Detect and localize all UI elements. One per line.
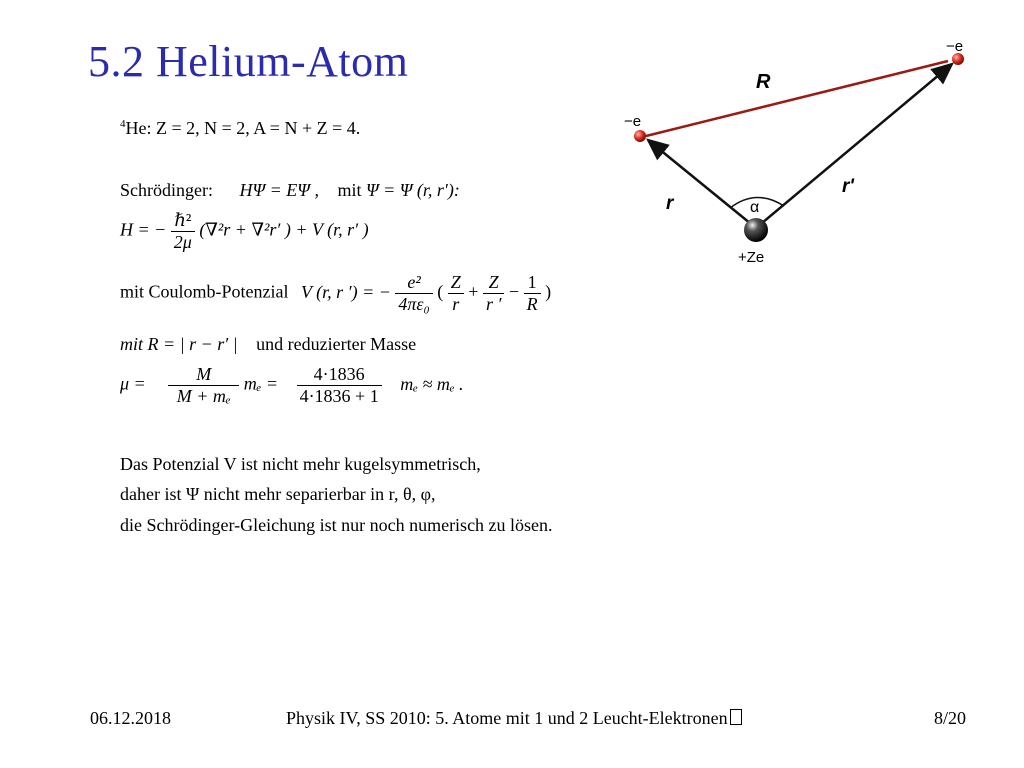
hamilton-lhs: H = − — [120, 219, 167, 240]
r-vector-arrow — [648, 140, 756, 228]
coulomb-term3-den: R — [526, 294, 538, 314]
helium-definition-text: He: Z = 2, N = 2, A = N + Z = 4. — [125, 118, 361, 138]
footer-date: 06.12.2018 — [90, 708, 171, 728]
nucleus — [744, 218, 768, 242]
schroedinger-label: Schrödinger: — [120, 180, 213, 200]
mu-me1: mₑ = — [243, 373, 279, 394]
electron-1-label: −e — [624, 113, 642, 130]
mu-tail: mₑ ≈ mₑ . — [400, 373, 464, 394]
hamilton-rest: (∇²r + ∇²r′ ) + V (r, r′ ) — [199, 219, 369, 240]
mu-fraction2-den: 4·1836 + 1 — [299, 386, 379, 406]
hamilton-fraction — [171, 210, 195, 253]
coulomb-term3 — [524, 272, 541, 315]
r-label: r — [666, 193, 674, 214]
r-definition: mit R = | r − r′ | — [120, 334, 238, 354]
coulomb-term1 — [448, 272, 464, 315]
footer-page-number: 8/20 — [934, 708, 967, 728]
helium-definition — [120, 118, 360, 139]
coulomb-term2 — [483, 272, 504, 315]
coulomb-prefactor-num: e² — [395, 272, 432, 294]
mu-fraction2 — [297, 364, 382, 407]
reduced-mass-equation — [120, 364, 464, 407]
mu-fraction1-den: M + mₑ — [176, 386, 231, 406]
note-line-3: die Schrödinger-Gleichung ist nur noch numerisch zu lösen. — [120, 515, 553, 535]
coulomb-term1-num: Z — [448, 272, 464, 294]
coulomb-label: mit Coulomb-Potenzial — [120, 281, 289, 302]
schroedinger-line — [120, 180, 460, 201]
footer-course-text: Physik IV, SS 2010: 5. Atome mit 1 und 2 Leucht-Elektronen — [286, 708, 728, 728]
nucleus-label: +Ze — [738, 249, 765, 266]
coulomb-line: mit Coulomb-Potenzial V (r, r ′) = − $\frac{\text{e²}}{\text{4πε₀}}$ ( $\frac{Z}{r}$ + $\frac{Z}{r '}$ − $\frac{1}{R}$ ) — [120, 272, 552, 314]
coulomb-prefactor — [395, 272, 432, 315]
mass-number: 4 — [120, 118, 126, 130]
r-definition-line — [120, 334, 416, 355]
schroedinger-equation: HΨ = EΨ , — [239, 180, 319, 200]
hamilton-denominator: 2μ — [173, 232, 192, 252]
r-prime-vector-arrow — [756, 64, 952, 228]
coulomb-term2-den: r ′ — [485, 294, 502, 314]
mu-fraction1-num: M — [168, 364, 239, 386]
coulomb-term2-num: Z — [483, 272, 504, 294]
alpha-label: α — [750, 199, 760, 216]
coulomb-lhs: V (r, r ′) = − — [301, 281, 391, 302]
hamilton-numerator: ℏ² — [171, 210, 195, 232]
footer-placeholder-box — [730, 709, 742, 725]
schroedinger-mit: mit — [337, 180, 362, 200]
note-line-1: Das Potenzial V ist nicht mehr kugelsymmetrisch, — [120, 454, 481, 474]
coulomb-term3-num: 1 — [524, 272, 541, 294]
coulomb-term1-den: r — [452, 294, 460, 314]
coulomb-prefactor-den: 4πε₀ — [398, 294, 430, 314]
mu-fraction1 — [168, 364, 239, 407]
electron-1 — [634, 130, 646, 142]
R-vector-line — [646, 61, 948, 136]
mu-lhs: μ = — [120, 373, 146, 394]
R-label: R — [756, 71, 771, 93]
mu-fraction2-num: 4·1836 — [297, 364, 382, 386]
reduced-mass-label: und reduzierter Masse — [256, 334, 417, 354]
slide-title: 5.2 Helium-Atom — [88, 37, 409, 86]
helium-diagram — [600, 36, 1000, 276]
electron-2-label: −e — [946, 38, 964, 55]
schroedinger-psi: Ψ = Ψ (r, r′): — [365, 180, 460, 200]
footer-course — [286, 708, 742, 729]
r-prime-label: r' — [842, 176, 854, 197]
note-line-2: daher ist Ψ nicht mehr separierbar in r, θ, φ, — [120, 484, 436, 504]
hamilton-operator — [120, 210, 369, 253]
